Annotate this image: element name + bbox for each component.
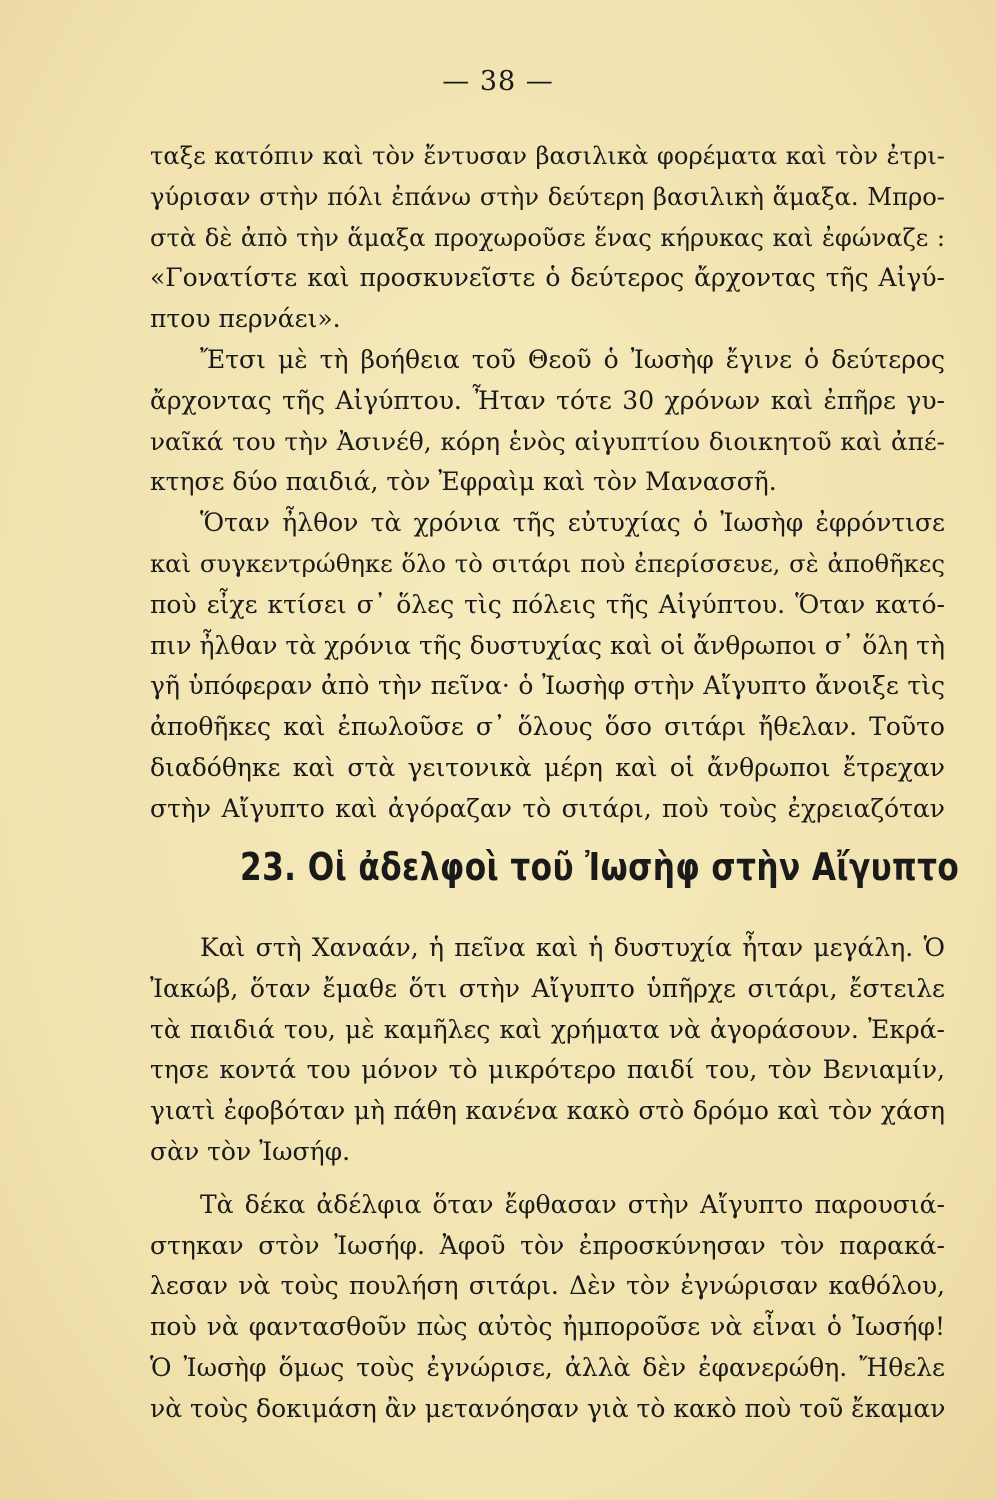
text-line: Ἰακώβ, ὅταν ἔμαθε ὅτι στὴν Αἴγυπτο ὑπῆρχε σιτάρι, ἔστειλε — [150, 973, 945, 1003]
text-line: κτησε δύο παιδιά, τὸν Ἐφραὶμ καὶ τὸν Μανασσῆ. — [150, 467, 777, 497]
text-line: διαδόθηκε καὶ στὰ γειτονικὰ μέρη καὶ οἱ ἄνθρωποι ἔτρεχαν — [150, 752, 945, 782]
text-line: γιατὶ ἐφοβόταν μὴ πάθη κανένα κακὸ στὸ δρόμο καὶ τὸν χάση — [150, 1096, 945, 1126]
text-line: Ἔτσι μὲ τὴ βοήθεια τοῦ Θεοῦ ὁ Ἰωσὴφ ἔγινε ὁ δεύτερος — [200, 344, 945, 374]
text-line: «Γονατίστε καὶ προσκυνεῖστε ὁ δεύτερος ἄρχοντας τῆς Αἰγύ- — [150, 263, 945, 293]
text-line: Τὰ δέκα ἀδέλφια ὅταν ἔφθασαν στὴν Αἴγυπτο παρουσιά- — [200, 1189, 945, 1219]
paragraph-4 — [150, 928, 945, 1173]
text-line: λεσαν νὰ τοὺς πουλήση σιτάρι. Δὲν τὸν ἐγνώρισαν καθόλου, — [150, 1271, 945, 1301]
text-line: στὴν Αἴγυπτο καὶ ἀγόραζαν τὸ σιτάρι, ποὺ τοὺς ἐχρειαζόταν — [150, 793, 945, 823]
text-line: ταξε κατόπιν καὶ τὸν ἔντυσαν βασιλικὰ φορέματα καὶ τὸν ἐτρι- — [150, 142, 945, 170]
page-number: — 38 — — [442, 66, 554, 97]
text-block-lower — [150, 928, 945, 1430]
text-line: ποὺ νὰ φαντασθοῦν πὼς αὐτὸς ἠμποροῦσε νὰ εἶναι ὁ Ἰωσήφ! — [150, 1312, 945, 1342]
section-heading: 23. Οἱ ἀδελφοὶ τοῦ Ἰωσὴφ στὴν Αἴγυπτο — [240, 845, 960, 889]
text-line: στὰ δὲ ἀπὸ τὴν ἅμαξα προχωροῦσε ἕνας κήρυκας καὶ ἐφώναζε : — [150, 223, 945, 252]
paragraph-2 — [150, 340, 945, 503]
text-line: πιν ἦλθαν τὰ χρόνια τῆς δυστυχίας καὶ οἱ ἄνθρωποι σ᾿ ὅλη τὴ — [150, 630, 945, 660]
paragraph-1 — [150, 136, 945, 340]
paragraph-5 — [150, 1185, 945, 1430]
text-line: σὰν τὸν Ἰωσήφ. — [150, 1136, 351, 1166]
text-line: τὰ παιδιά του, μὲ καμῆλες καὶ χρήματα νὰ ἀγοράσουν. Ἐκρά- — [150, 1014, 945, 1044]
text-line: ποὺ εἶχε κτίσει σ᾿ ὅλες τὶς πόλεις τῆς Αἰγύπτου. Ὅταν κατό- — [150, 589, 945, 619]
text-line: στηκαν στὸν Ἰωσήφ. Ἀφοῦ τὸν ἐπροσκύνησαν τὸν παρακά- — [150, 1230, 945, 1260]
text-line: Ὅταν ἦλθον τὰ χρόνια τῆς εὐτυχίας ὁ Ἰωσὴφ ἐφρόντισε — [200, 508, 945, 538]
text-line: γύρισαν στὴν πόλι ἐπάνω στὴν δεύτερη βασιλικὴ ἅμαξα. Μπρο- — [150, 182, 945, 211]
text-block-upper — [150, 136, 945, 830]
text-line: ναῖκά του τὴν Ἀσινέθ, κόρη ἑνὸς αἰγυπτίου διοικητοῦ καὶ ἀπέ- — [150, 426, 945, 456]
text-line: νὰ τοὺς δοκιμάση ἂν μετανόησαν γιὰ τὸ κακὸ ποὺ τοῦ ἔκαμαν — [150, 1393, 946, 1423]
paragraph-3 — [150, 503, 945, 829]
text-line: πτου περνάει». — [150, 304, 341, 334]
text-line: Ὁ Ἰωσὴφ ὅμως τοὺς ἐγνώρισε, ἀλλὰ δὲν ἐφανερώθη. Ἤθελε — [150, 1352, 945, 1382]
text-line: ἄρχοντας τῆς Αἰγύπτου. Ἦταν τότε 30 χρόνων καὶ ἐπῆρε γυ- — [150, 385, 945, 415]
text-line: καὶ συγκεντρώθηκε ὅλο τὸ σιτάρι ποὺ ἐπερίσσευε, σὲ ἀποθῆκες — [150, 548, 945, 578]
text-line: τησε κοντά του μόνον τὸ μικρότερο παιδί του, τὸν Βενιαμίν, — [150, 1055, 945, 1085]
text-line: γῆ ὑπόφεραν ἀπὸ τὴν πεῖνα· ὁ Ἰωσὴφ στὴν Αἴγυπτο ἄνοιξε τὶς — [150, 671, 945, 701]
text-line: Καὶ στὴ Χαναάν, ἡ πεῖνα καὶ ἡ δυστυχία ἦταν μεγάλη. Ὁ — [200, 933, 945, 962]
text-line: ἀποθῆκες καὶ ἐπωλοῦσε σ᾿ ὅλους ὅσο σιτάρι ἤθελαν. Τοῦτο — [150, 712, 945, 742]
